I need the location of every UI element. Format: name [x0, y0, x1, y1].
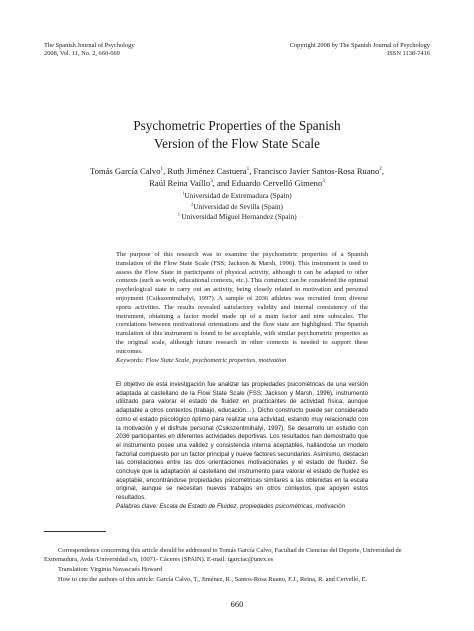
author-line-2 — [0, 177, 474, 189]
abstract-spanish-text: El objetivo de esta investigación fue analizar las propiedades psicométricas de una versión adaptada al castellano de la Flow State Scale (FSS; Jackson y Marsh, 1996), instrumento utilizado para valorar el estado de fluidez en practicantes de actividad física, aunque adaptable a otros contextos (trabajo, educación…). Dicho constructo puede ser considerado como el estado psicológico óptimo para realizar una actividad, estando muy relacionado con la motivación y el disfrute personal (Csikszentmihalyi, 1997). Se desarrolló un estudio con 2036 participantes en diferentes actividades deportivas. Los resultados han demostrado que el instrumento posee una validez y consistencia interna aceptables, hallándose un modelo factorial compuesto por un factor principal y nueve factores secundarios. Asimismo, destacan las correlaciones entre las dos orientaciones motivacionales y el estado de fluidez. Se concluye que la adaptación al castellano del instrumento para valorar el estado de fluidez es aceptable, encontrándose propiedades psicométricas similares a las obtenidas en la escala original, aunque se necesitan nuevos trabajos en otros contextos que apoyen estos resultados. — [116, 381, 368, 502]
journal-volume: 2008, Vol. 11, No. 2, 660-669 — [44, 50, 120, 58]
copyright-line: Copyright 2008 by The Spanish Journal of Psychology — [289, 42, 430, 49]
copyright-info — [290, 42, 430, 58]
affiliation-name: Universidad Miguel Hernandez (Spain) — [179, 212, 297, 222]
affiliation-sup: 3 — [177, 211, 180, 217]
affiliation-name: Universidad de Extremadura (Spain) — [184, 191, 292, 200]
title-line-2: Version of the Flow State Scale — [154, 136, 320, 151]
affiliation-2 — [0, 202, 474, 213]
author-name: , and Eduardo Cervelló Gimeno — [212, 178, 323, 188]
translation-note: Translation: Virginia Navascués Howard — [58, 565, 163, 573]
affiliation-3 — [0, 212, 474, 223]
abstract-spanish — [116, 381, 368, 512]
author-separator: , — [381, 166, 384, 176]
author-name: Tomás García Calvo — [89, 166, 161, 176]
author-line-1 — [0, 165, 474, 177]
title-line-1: Psychometric Properties of the Spanish — [133, 118, 341, 133]
article-title — [0, 117, 474, 153]
issn-line: ISSN 1138-7416 — [387, 50, 430, 58]
author-list — [0, 165, 474, 189]
affiliation-list — [0, 191, 474, 223]
journal-info — [44, 42, 135, 58]
author-name: , Francisco Javier Santos-Rosa Ruano — [249, 166, 380, 176]
author-name: , Ruth Jiménez Castuera — [163, 166, 247, 176]
citation-note: How to cite the authors of this article: García Calvo, T., Jiménez, R., Santos-Rosa Ruano, F.J., Reina, R. and Cervelló, E. — [58, 575, 368, 583]
affiliation-sup: 2 — [191, 201, 194, 207]
affiliation-1 — [0, 191, 474, 202]
author-sup: 3 — [322, 178, 325, 185]
journal-name: The Spanish Journal of Psychology — [44, 42, 135, 49]
author-sup: 3 — [210, 178, 213, 185]
author-sup: 1 — [246, 166, 250, 173]
footnote-divider — [44, 531, 106, 532]
author-sup: 1 — [160, 166, 164, 173]
keywords-spanish: Palabras clave: Escala de Estado de Fluidez, propiedades psicométricas, motivación — [116, 502, 345, 510]
author-name: Raúl Reina Vaíllo — [149, 178, 211, 188]
affiliation-name: Universidad de Sevilla (Spain) — [193, 201, 283, 211]
abstract-english — [116, 251, 368, 365]
page-number: 660 — [230, 599, 244, 609]
author-sup: 2 — [379, 166, 382, 173]
affiliation-sup: 1 — [182, 190, 185, 196]
keywords-english: Keywords: Flow State Scale, psychometric properties, motivation — [116, 356, 287, 364]
correspondence-note: Correspondence concerning this article should be addressed to Tomás García Calvo, Facultad de Ciencias del Deporte, Universidad de Extremadura, Avda /Universidad s/n, 10071- Cáceres (SPAIN). E-mail: tgarciac@unex.es — [44, 547, 402, 563]
footnotes — [44, 547, 430, 586]
abstract-english-text: The purpose of this research was to examine the psychometric properties of a Spanish translation of the Flow State Scale (FSS; Jackson & Marsh, 1996). This instrument is used to assess the Flow State in participants of physical activity, although it can be adapted to other contexts (such as work, educational contexts, etc.). This construct can be considered the optimal psychological state to carry out an activity, being closely related to motivation and personal enjoyment (Csikszentmihalyi, 1997). A sample of 2036 athletes was recruited from diverse sports activities. The results revealed satisfactory validity and internal consistency of the instrument, obtaining a factor model made up of a main factor and nine subscales. The correlations between motivational orientations and the flow state are highlighted. The Spanish translation of this instrument is found to be acceptable, with similar psychometric properties as the original scale, although future research in other contexts is needed to support these outcomes. — [116, 251, 368, 355]
